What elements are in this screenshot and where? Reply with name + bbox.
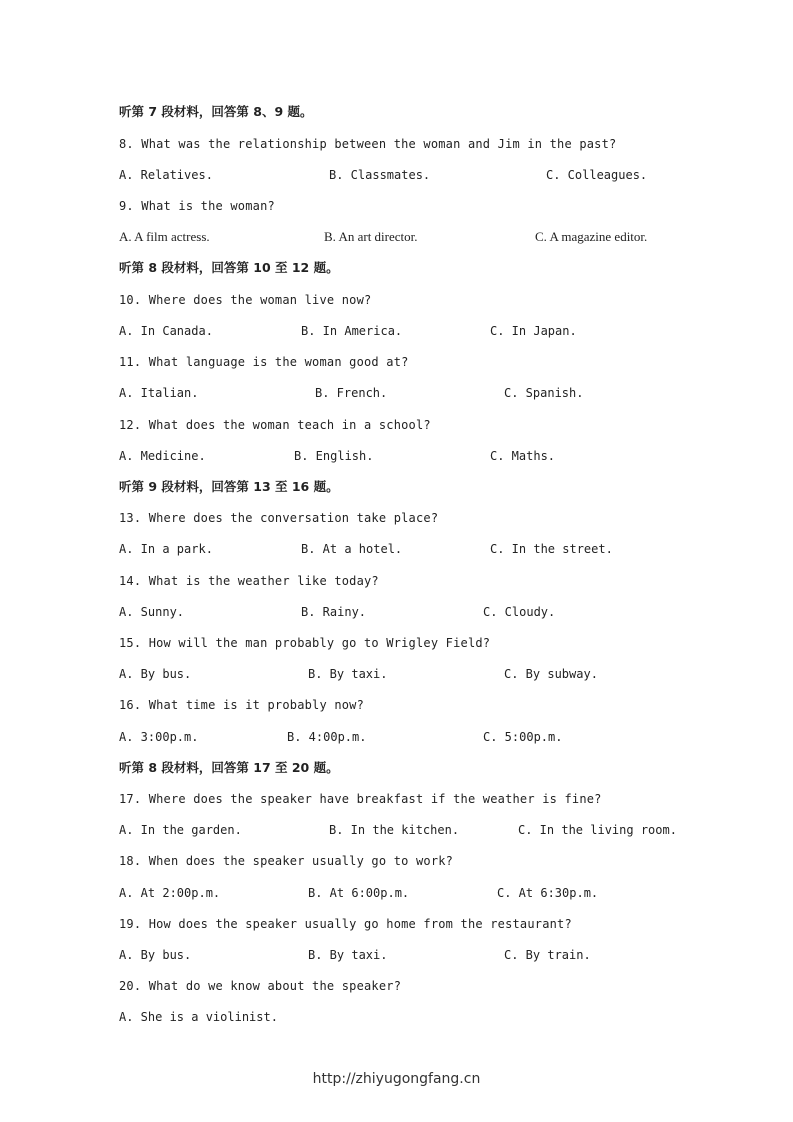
option-c: C. A magazine editor. — [535, 229, 648, 244]
section-heading: 听第 9 段材料，回答第 13 至 16 题。 — [119, 479, 339, 494]
question-8: 8. What was the relationship between the woman and Jim in the past? — [119, 137, 617, 151]
option-a: A. Medicine. — [119, 449, 206, 463]
question-19: 19. How does the speaker usually go home from the restaurant? — [119, 917, 572, 931]
option-b: B. At 6:00p.m. — [308, 886, 410, 900]
option-b: B. 4:00p.m. — [287, 730, 367, 744]
option-c: C. Spanish. — [504, 386, 584, 400]
option-a: A. Sunny. — [119, 605, 185, 619]
question-20: 20. What do we know about the speaker? — [119, 979, 402, 993]
option-b: B. English. — [294, 449, 374, 463]
options-row-14 — [0, 604, 793, 620]
option-a: A. In a park. — [119, 542, 213, 556]
option-b: B. In America. — [301, 324, 403, 338]
options-row-17 — [0, 822, 793, 838]
option-c: C. Colleagues. — [546, 168, 648, 182]
options-row-20 — [0, 1009, 793, 1025]
option-b: B. An art director. — [324, 229, 418, 244]
question-16: 16. What time is it probably now? — [119, 698, 365, 712]
options-row-11 — [0, 385, 793, 401]
option-a: A. By bus. — [119, 667, 192, 681]
section-heading: 听第 7 段材料，回答第 8、9 题。 — [119, 104, 313, 119]
section-heading: 听第 8 段材料，回答第 10 至 12 题。 — [119, 260, 339, 275]
question-13: 13. Where does the conversation take place? — [119, 511, 439, 525]
options-row-16 — [0, 729, 793, 745]
question-18: 18. When does the speaker usually go to work? — [119, 854, 454, 868]
option-b: B. At a hotel. — [301, 542, 403, 556]
option-a: A. By bus. — [119, 948, 192, 962]
section-heading: 听第 8 段材料，回答第 17 至 20 题。 — [119, 760, 339, 775]
options-row-10 — [0, 323, 793, 339]
option-c: C. Cloudy. — [483, 605, 556, 619]
option-a: A. Italian. — [119, 386, 199, 400]
question-10: 10. Where does the woman live now? — [119, 293, 372, 307]
option-a: A. A film actress. — [119, 229, 210, 244]
option-a: A. Relatives. — [119, 168, 213, 182]
option-c: C. By subway. — [504, 667, 598, 681]
option-b: B. Rainy. — [301, 605, 367, 619]
option-c: C. In Japan. — [490, 324, 577, 338]
options-row-12 — [0, 448, 793, 464]
question-14: 14. What is the weather like today? — [119, 574, 379, 588]
options-row-18 — [0, 885, 793, 901]
option-c: C. By train. — [504, 948, 591, 962]
option-a: A. 3:00p.m. — [119, 730, 199, 744]
option-b: B. In the kitchen. — [329, 823, 460, 837]
option-c: C. Maths. — [490, 449, 556, 463]
options-row-13 — [0, 541, 793, 557]
question-12: 12. What does the woman teach in a school? — [119, 418, 431, 432]
option-c: C. At 6:30p.m. — [497, 886, 599, 900]
option-a: A. At 2:00p.m. — [119, 886, 221, 900]
option-b: B. Classmates. — [329, 168, 431, 182]
options-row-19 — [0, 947, 793, 963]
option-a: A. In Canada. — [119, 324, 213, 338]
option-a: A. In the garden. — [119, 823, 242, 837]
option-c: C. 5:00p.m. — [483, 730, 563, 744]
option-b: B. By taxi. — [308, 667, 388, 681]
question-15: 15. How will the man probably go to Wrigley Field? — [119, 636, 491, 650]
question-11: 11. What language is the woman good at? — [119, 355, 409, 369]
option-c: C. In the street. — [490, 542, 613, 556]
options-row-8 — [0, 167, 793, 183]
option-b: B. By taxi. — [308, 948, 388, 962]
option-a: A. She is a violinist. — [119, 1010, 278, 1024]
option-c: C. In the living room. — [518, 823, 677, 837]
question-9: 9. What is the woman? — [119, 199, 275, 213]
footer-url: http://zhiyugongfang.cn — [312, 1071, 481, 1087]
options-row-9 — [0, 229, 793, 245]
question-17: 17. Where does the speaker have breakfast if the weather is fine? — [119, 792, 602, 806]
option-b: B. French. — [315, 386, 388, 400]
options-row-15 — [0, 666, 793, 682]
